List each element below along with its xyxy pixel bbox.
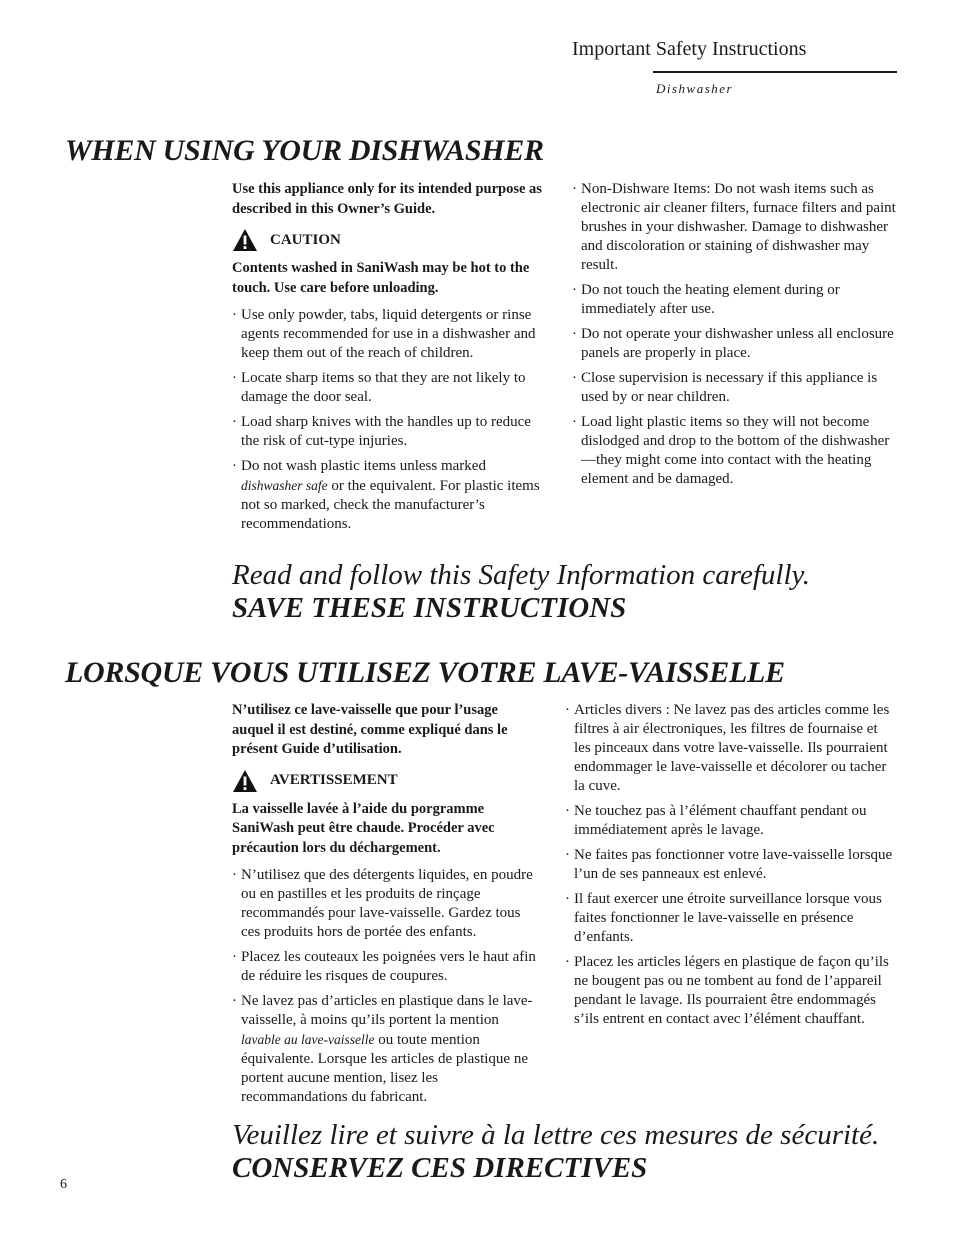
list-item: · Do not operate your dishwasher unless all enclosure panels are properly in place. xyxy=(572,325,897,363)
english-caution-row xyxy=(232,227,542,253)
english-closing-line2: SAVE THESE INSTRUCTIONS xyxy=(232,592,627,624)
plastic-before: Ne lavez pas d’articles en plastique dans le lave-vaisselle, à moins qu’ils portent la mention xyxy=(241,993,533,1028)
english-right-bullets xyxy=(572,180,897,489)
plastic-italic: dishwasher safe xyxy=(241,478,328,493)
header-title: Important Safety Instructions xyxy=(572,38,807,60)
english-closing xyxy=(232,559,810,625)
plastic-after: or the equivalent. For plastic items not so marked, check the manufacturer’s recommendations. xyxy=(241,478,540,532)
list-item: · Ne touchez pas à l’élément chauffant pendant ou immédiatement après le lavage. xyxy=(565,802,897,840)
list-item: · Non-Dishware Items: Do not wash items such as electronic air cleaner filters, furnace filters and paint brushes in your dishwasher. Damage to dishwasher and discoloration or staining of dishwasher may result. xyxy=(572,180,897,275)
list-item: · Placez les articles légers en plastique de façon qu’ils ne bougent pas ou ne tombent au fond de l’appareil pendant le lavage. Ils pourraient être endommagés s’ils entrent en contact avec l’élément chauffant. xyxy=(565,953,897,1029)
french-caution-row xyxy=(232,768,542,794)
list-item: · Close supervision is necessary if this appliance is used by or near children. xyxy=(572,369,897,407)
list-item: · Articles divers : Ne lavez pas des articles comme les filtres à air électroniques, les filtres de fournaise et les pinceaux dans votre lave-vaisselle. Ils pourraient endommager le lave-vaisselle et décolorer ou tacher la cuve. xyxy=(565,701,897,796)
list-item: · Il faut exercer une étroite surveillance lorsque vous faites fonctionner le lave-vaisselle en présence d’enfants. xyxy=(565,890,897,947)
english-right-column xyxy=(572,180,897,495)
english-left-bullets xyxy=(232,306,542,534)
french-caution-text: La vaisselle lavée à l’aide du porgramme SaniWash peut être chaude. Procéder avec précaution lors du déchargement. xyxy=(232,800,495,856)
french-right-column xyxy=(565,701,897,1035)
english-caution-text: Contents washed in SaniWash may be hot to the touch. Use care before unloading. xyxy=(232,260,530,296)
list-item: · Load sharp knives with the handles up to reduce the risk of cut-type injuries. xyxy=(232,413,542,451)
header-subtitle: Dishwasher xyxy=(656,81,734,96)
list-item: · Placez les couteaux les poignées vers le haut afin de réduire les risques de coupures. xyxy=(232,948,542,986)
plastic-after: ou toute mention équivalente. Lorsque les articles de plastique ne portent aucune mention, lisez les recommandations du fabricant. xyxy=(241,1032,528,1105)
french-closing-line1: Veuillez lire et suivre à la lettre ces mesures de sécurité. xyxy=(232,1119,880,1151)
english-left-column xyxy=(232,180,542,540)
french-left-column xyxy=(232,701,542,1113)
header-rule xyxy=(653,71,897,73)
list-item: · N’utilisez que des détergents liquides, en poudre ou en pastilles et les produits de rinçage recommandés pour lave-vaisselle. Gardez tous ces produits hors de portée des enfants. xyxy=(232,866,542,942)
french-intro: N’utilisez ce lave-vaisselle que pour l’usage auquel il est destiné, comme expliqué dans le présent Guide d’utilisation. xyxy=(232,702,508,757)
french-closing xyxy=(232,1119,879,1185)
list-item: · Ne faites pas fonctionner votre lave-vaisselle lorsque l’un de ses panneaux est enlevé. xyxy=(565,846,897,884)
warning-triangle-icon xyxy=(232,228,258,252)
english-intro: Use this appliance only for its intended purpose as described in this Owner’s Guide. xyxy=(232,181,542,217)
list-item: · Load light plastic items so they will not become dislodged and drop to the bottom of the dishwasher—they might come into contact with the heating element and be damaged. xyxy=(572,413,897,489)
list-item: · Use only powder, tabs, liquid detergents or rinse agents recommended for use in a dishwasher and keep them out of the reach of children. xyxy=(232,306,542,363)
avertissement-label: AVERTISSEMENT xyxy=(270,772,398,788)
english-closing-line1: Read and follow this Safety Information carefully. xyxy=(232,559,811,591)
plastic-before: Do not wash plastic items unless marked xyxy=(241,458,486,474)
plastic-italic: lavable au lave-vaisselle xyxy=(241,1032,375,1047)
english-heading: WHEN USING YOUR DISHWASHER xyxy=(65,134,544,167)
french-heading: LORSQUE VOUS UTILISEZ VOTRE LAVE-VAISSELLE xyxy=(65,656,785,689)
french-right-bullets xyxy=(565,701,897,1029)
list-item-plastic xyxy=(232,992,542,1107)
caution-label: CAUTION xyxy=(270,231,341,248)
page-number: 6 xyxy=(60,1177,67,1192)
french-left-bullets xyxy=(232,866,542,1107)
list-item: · Locate sharp items so that they are not likely to damage the door seal. xyxy=(232,369,542,407)
list-item: · Do not touch the heating element during or immediately after use. xyxy=(572,281,897,319)
french-closing-line2: CONSERVEZ CES DIRECTIVES xyxy=(232,1152,648,1184)
warning-triangle-icon xyxy=(232,769,258,793)
list-item-plastic xyxy=(232,457,542,534)
